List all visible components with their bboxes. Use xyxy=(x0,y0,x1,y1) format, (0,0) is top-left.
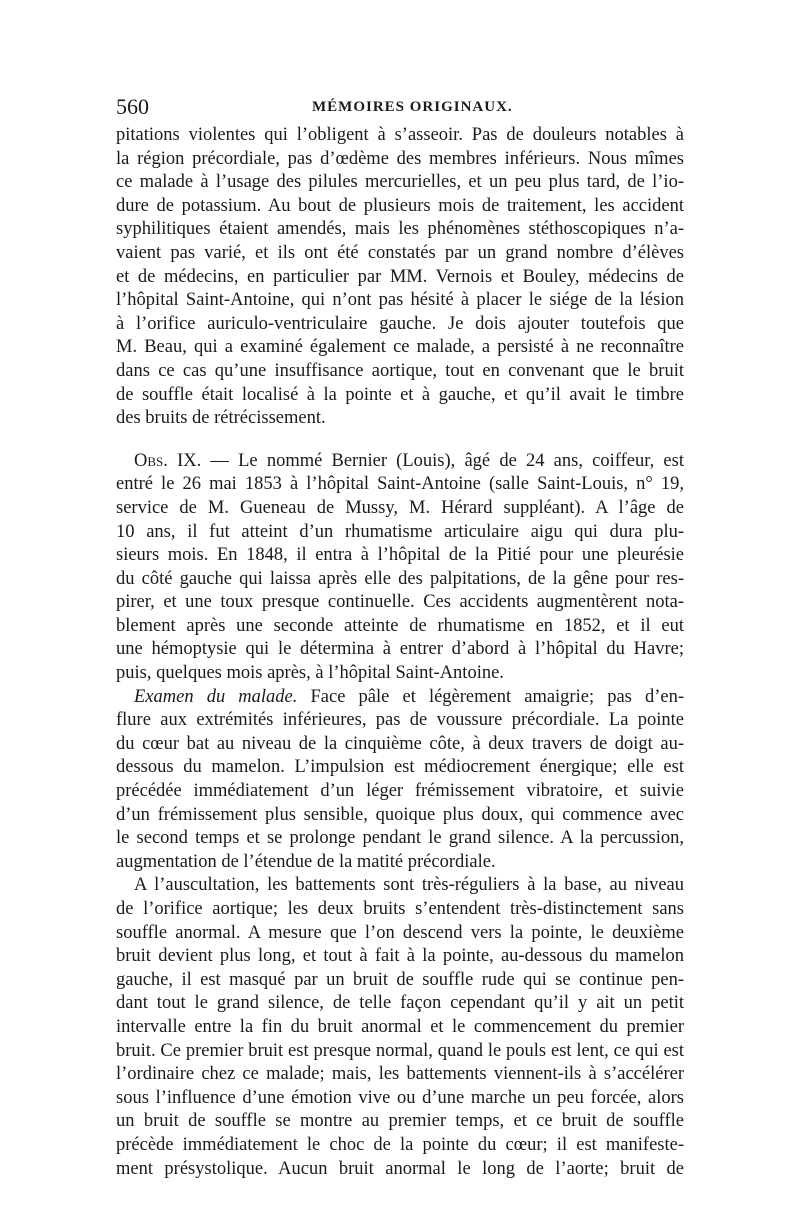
text-line: pirer, et une toux presque continuelle. Ces accidents augmentèrent nota- xyxy=(116,592,684,613)
observation-ix xyxy=(116,450,684,686)
text-line: et de médecins, en particulier par MM. Vernois et Bouley, médecins de xyxy=(116,266,684,287)
body-text xyxy=(116,124,684,1181)
text-fragment: — Le nommé Bernier (Louis), âgé de 24 ans, coiffeur, est xyxy=(201,450,684,471)
text-line: ment présystolique. Aucun bruit anormal le long de l’aorte; bruit de xyxy=(116,1158,684,1179)
text-line: de souffle était localisé à la pointe et à gauche, et qu’il avait le timbre xyxy=(116,384,684,405)
text-line: à l’orifice auriculo-ventriculaire gauche. Je dois ajouter toutefois que xyxy=(116,313,684,334)
text-line: flure aux extrémités inférieures, pas de voussure précordiale. La pointe xyxy=(116,710,684,731)
text-line: bruit devient plus long, et tout à fait à la pointe, au-dessous du mamelon xyxy=(116,946,684,967)
text-line: des bruits de rétrécissement. xyxy=(116,408,326,429)
text-line: sous l’influence d’une émotion vive ou d’une marche un peu forcée, alors xyxy=(116,1087,684,1108)
text-line: souffle anormal. A mesure que l’on descend vers la pointe, le deuxième xyxy=(116,922,684,943)
text-line: puis, quelques mois après, à l’hôpital Saint-Antoine. xyxy=(116,663,504,684)
text-fragment: Face pâle et légèrement amaigrie; pas d’en- xyxy=(297,686,684,707)
text-line: entré le 26 mai 1853 à l’hôpital Saint-Antoine (salle Saint-Louis, n° 19, xyxy=(116,474,684,495)
auscultation-paragraph xyxy=(116,874,684,1181)
text-line: dessous du mamelon. L’impulsion est médiocrement énergique; elle est xyxy=(116,757,684,778)
text-line: du côté gauche qui laissa après elle des palpitations, de la gêne pour res- xyxy=(116,568,684,589)
text-line: un bruit de souffle se montre au premier temps, et ce bruit de souffle xyxy=(116,1111,684,1132)
text-line xyxy=(116,686,684,710)
text-line: la région précordiale, pas d’œdème des membres inférieurs. Nous mîmes xyxy=(116,148,684,169)
text-line: le second temps et se prolonge pendant le grand silence. A la percussion, xyxy=(116,828,684,849)
section-gap xyxy=(116,431,684,450)
text-line: pitations violentes qui l’obligent à s’asseoir. Pas de douleurs notables à xyxy=(116,125,684,145)
text-line: l’ordinaire chez ce malade; mais, les battements viennent-ils à s’accélérer xyxy=(116,1064,684,1085)
text-line: dans ce cas qu’une insuffisance aortique, tout en convenant que le bruit xyxy=(116,360,684,381)
text-line: précédée immédiatement d’un léger frémissement vibratoire, et suivie xyxy=(116,781,684,802)
text-line: intervalle entre la fin du bruit anormal et le commencement du premier xyxy=(116,1016,684,1037)
text-line xyxy=(116,450,684,474)
text-line: augmentation de l’étendue de la matité précordiale. xyxy=(116,851,496,872)
italic-lead: Examen du malade. xyxy=(134,686,298,707)
text-line: vaient pas varié, et ils ont été constatés par un grand nombre d’élèves xyxy=(116,242,684,263)
text-line: M. Beau, qui a examiné également ce malade, a persisté à ne reconnaître xyxy=(116,337,684,358)
text-line: une hémoptysie qui le détermina à entrer d’abord à l’hôpital du Havre; xyxy=(116,639,684,660)
text-line: dant tout le grand silence, de telle façon cependant qu’il y ait un petit xyxy=(116,993,684,1014)
page-number: 560 xyxy=(116,94,149,119)
text-line: de l’orifice aortique; les deux bruits s’entendent très-distinctement sans xyxy=(116,899,684,919)
text-line: bruit. Ce premier bruit est presque normal, quand le pouls est lent, ce qui est xyxy=(116,1040,684,1061)
text-line: précède immédiatement le choc de la pointe du cœur; il est manifeste- xyxy=(116,1134,684,1155)
text-line: syphilitiques étaient amendés, mais les phénomènes stéthoscopiques n’a- xyxy=(116,219,684,240)
text-line: 10 ans, il fut atteint d’un rhumatisme articulaire aigu qui dura plu- xyxy=(116,521,684,542)
paragraph-continuation xyxy=(116,124,684,431)
text-line: du cœur bat au niveau de la cinquième côte, à deux travers de doigt au- xyxy=(116,733,684,754)
text-line: ce malade à l’usage des pilules mercurielles, et un peu plus tard, de l’io- xyxy=(116,172,684,193)
text-line: sieurs mois. En 1848, il entra à l’hôpital de la Pitié pour une pleurésie xyxy=(116,545,684,566)
running-title: MÉMOIRES ORIGINAUX. xyxy=(312,99,513,115)
observation-label: Obs. IX. xyxy=(134,450,202,471)
text-line: A l’auscultation, les battements sont très-réguliers à la base, au niveau xyxy=(134,875,684,896)
page-header xyxy=(116,94,684,124)
text-line: d’un frémissement plus sensible, quoique plus doux, qui commence avec xyxy=(116,804,684,825)
text-line: gauche, il est masqué par un bruit de souffle rude qui se continue pen- xyxy=(116,969,684,990)
text-line: l’hôpital Saint-Antoine, qui n’ont pas hésité à placer le siége de la lésion xyxy=(116,290,684,311)
examination-paragraph xyxy=(116,686,684,875)
text-line: service de M. Gueneau de Mussy, M. Hérard suppléant). A l’âge de xyxy=(116,497,684,518)
text-line: blement après une seconde atteinte de rhumatisme en 1852, et il eut xyxy=(116,615,684,636)
text-line: dure de potassium. Au bout de plusieurs mois de traitement, les accident xyxy=(116,195,684,216)
